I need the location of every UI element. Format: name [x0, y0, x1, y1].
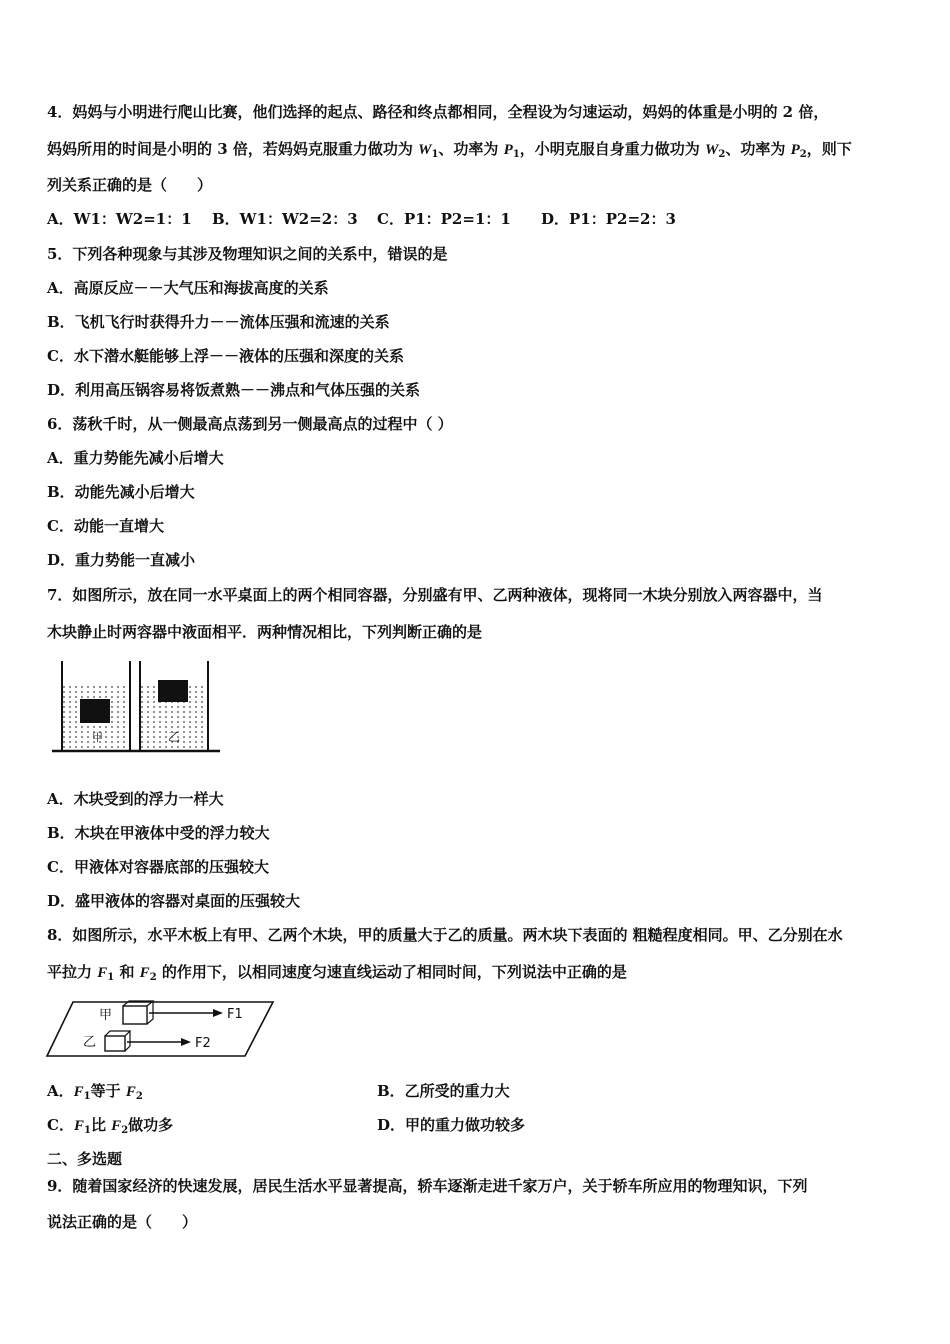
- q7-option-b: B．木块在甲液体中受的浮力较大: [47, 824, 270, 842]
- blocks-figure: [45, 998, 275, 1060]
- label-f2: F2: [195, 1036, 211, 1051]
- q5-option-a: A．高原反应－－大气压和海拔高度的关系: [47, 279, 329, 297]
- q7-option-c: C．甲液体对容器底部的压强较大: [47, 858, 269, 876]
- arrow-f2-head: [181, 1038, 191, 1046]
- label-yi-block: 乙: [83, 1035, 97, 1050]
- q4-option-d: D．P1：P2=2：3: [541, 210, 676, 228]
- q6-option-c: C．动能一直增大: [47, 517, 164, 535]
- block-yi: [105, 1036, 125, 1051]
- q5-option-d: D．利用高压锅容易将饭煮熟－－沸点和气体压强的关系: [47, 381, 421, 399]
- q7-line1: 7．如图所示，放在同一水平桌面上的两个相同容器，分别盛有甲、乙两种液体，现将同一木块分别放入两容器中，当: [47, 586, 823, 604]
- label-f1: F1: [227, 1007, 243, 1022]
- block-jia: [123, 1006, 147, 1024]
- q6-option-b: B．动能先减小后增大: [47, 483, 195, 501]
- q6-option-d: D．重力势能一直减小: [47, 551, 196, 569]
- q4-line3: 列关系正确的是（ ）: [47, 176, 213, 194]
- q4-option-a: A．W1：W2=1：1: [47, 210, 192, 228]
- block-yi-top: [105, 1031, 130, 1036]
- q8-option-b: B．乙所受的重力大: [377, 1082, 510, 1100]
- wood-block-in-jia: [80, 699, 110, 723]
- q4-line1: 4．妈妈与小明进行爬山比赛，他们选择的起点、路径和终点都相同，全程设为匀速运动，妈妈的体重是小明的 2 倍，: [47, 103, 829, 121]
- section-heading: 二、多选题: [47, 1150, 123, 1168]
- q5-option-b: B．飞机飞行时获得升力－－流体压强和流速的关系: [47, 313, 390, 331]
- q4-option-c: C．P1：P2=1：1: [377, 210, 511, 228]
- q6-stem: 6．荡秋千时，从一侧最高点荡到另一侧最高点的过程中（ ）: [47, 415, 453, 433]
- q5-stem: 5．下列各种现象与其涉及物理知识之间的关系中，错误的是: [47, 245, 448, 263]
- q9-line1: 9．随着国家经济的快速发展，居民生活水平显著提高，轿车逐渐走进千家万户，关于轿车所应用的物理知识，下列: [47, 1177, 808, 1195]
- q8-option-a: A．$F_1$等于 $F_2$: [47, 1082, 143, 1102]
- label-jia-block: 甲: [99, 1008, 113, 1023]
- q7-option-a: A．木块受到的浮力一样大: [47, 790, 224, 808]
- q4-option-b: B．W1：W2=2：3: [212, 210, 358, 228]
- q8-line2: 平拉力 $F_1$ 和 $F_2$ 的作用下，以相同速度匀速直线运动了相同时间，下列说法中正确的是: [47, 963, 627, 983]
- q5-option-c: C．水下潜水艇能够上浮－－液体的压强和深度的关系: [47, 347, 404, 365]
- q6-option-a: A．重力势能先减小后增大: [47, 449, 224, 467]
- q7-line2: 木块静止时两容器中液面相平．两种情况相比，下列判断正确的是: [47, 623, 483, 641]
- q9-line2: 说法正确的是（ ）: [47, 1213, 198, 1231]
- q8-option-d: D．甲的重力做功较多: [377, 1116, 526, 1134]
- containers-figure: [50, 655, 225, 760]
- q8-line1: 8．如图所示，水平木板上有甲、乙两个木块，甲的质量大于乙的质量。两木块下表面的 粗糙程度相同。甲、乙分别在水: [47, 926, 843, 944]
- q7-option-d: D．盛甲液体的容器对桌面的压强较大: [47, 892, 301, 910]
- wood-block-in-yi: [158, 680, 188, 702]
- q4-line2: 妈妈所用的时间是小明的 3 倍，若妈妈克服重力做功为 $W_1$、功率为 $P_1$，小明克服自身重力做功为 $W_2$、功率为 $P_2$，则下: [47, 140, 852, 160]
- label-yi: 乙: [168, 730, 181, 744]
- label-jia: 甲: [92, 731, 103, 744]
- q8-option-c: C．$F_1$比 $F_2$做功多: [47, 1116, 174, 1136]
- arrow-f1-head: [213, 1009, 223, 1017]
